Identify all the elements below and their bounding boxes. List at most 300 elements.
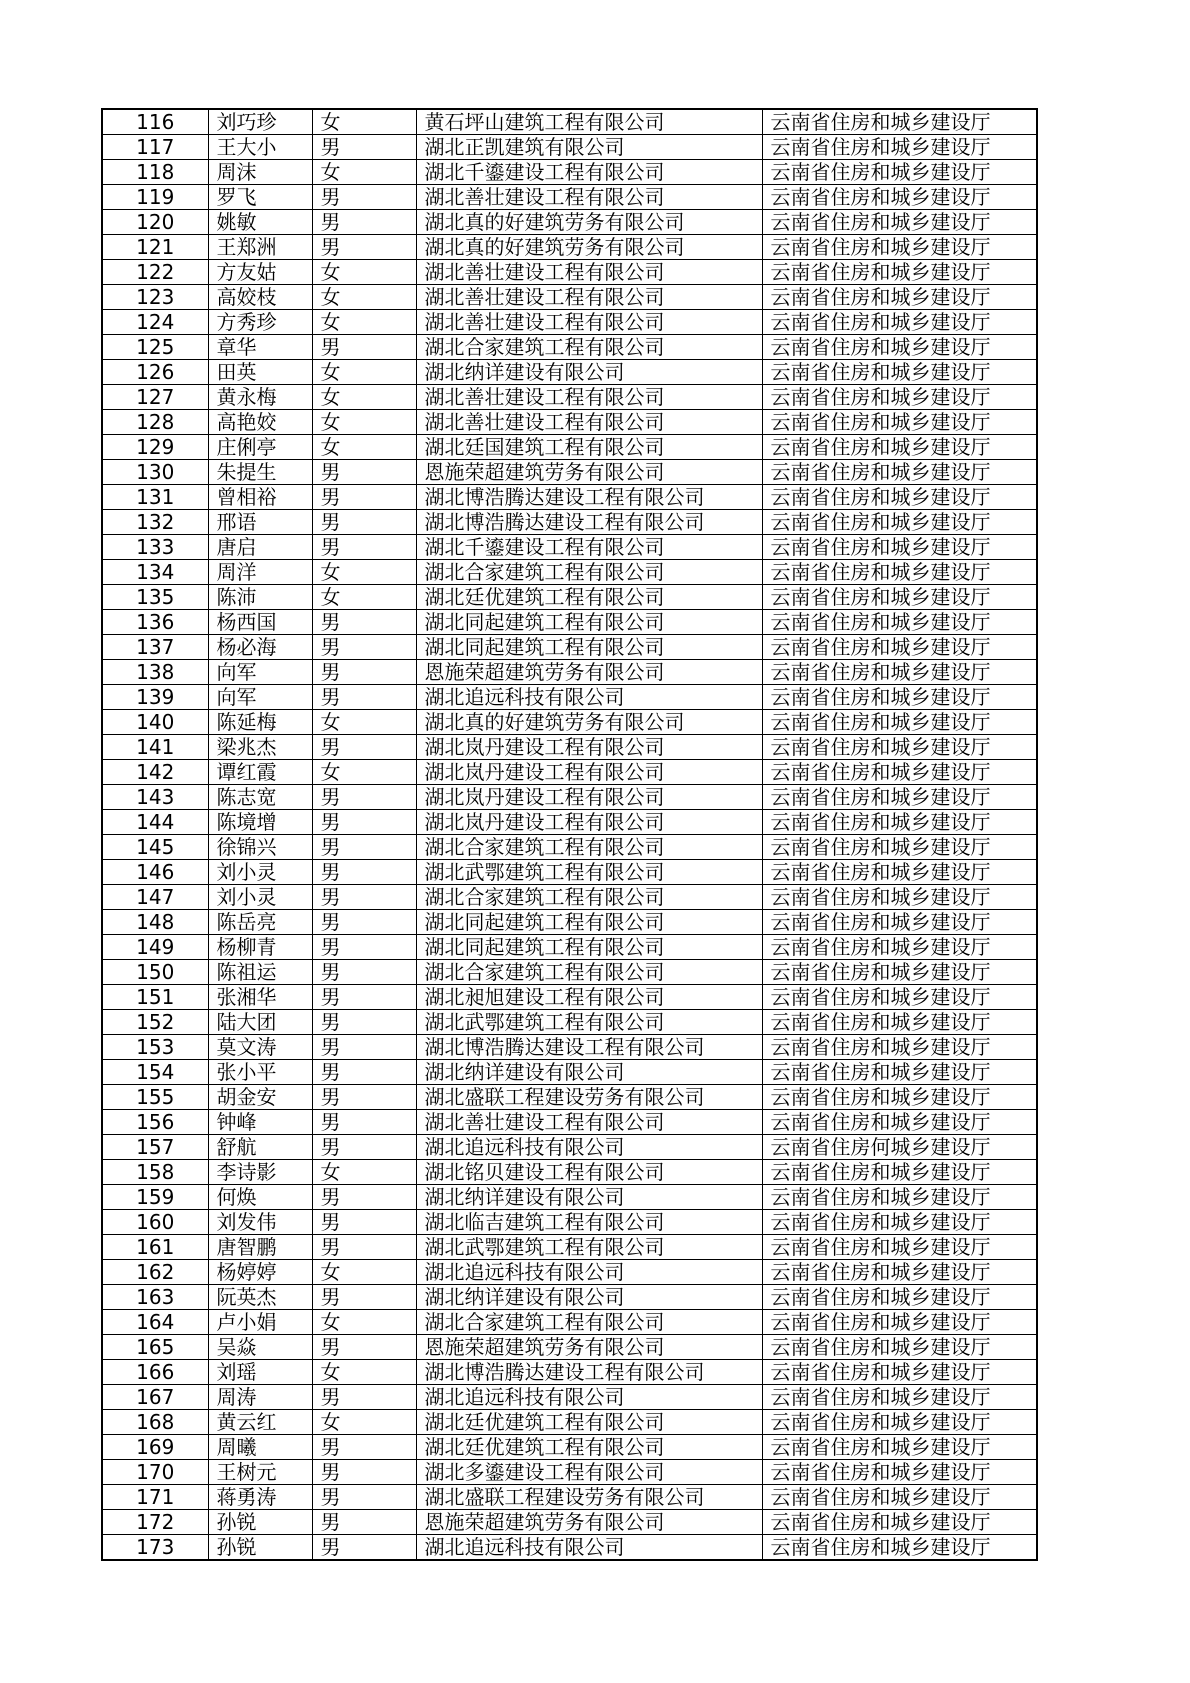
table-row	[102, 510, 1037, 535]
row-number-cell: 138	[102, 660, 208, 685]
company-name-cell: 湖北武鄂建筑工程有限公司	[416, 860, 762, 885]
issuing-authority-cell: 云南省住房和城乡建设厅	[762, 1160, 1037, 1185]
person-name-cell: 方友姑	[208, 260, 312, 285]
company-name-cell: 湖北追远科技有限公司	[416, 1385, 762, 1410]
table-row	[102, 635, 1037, 660]
row-number-cell: 171	[102, 1485, 208, 1510]
person-name-cell: 梁兆杰	[208, 735, 312, 760]
gender-cell: 男	[312, 1485, 416, 1510]
person-name-cell: 曾相裕	[208, 485, 312, 510]
issuing-authority-cell: 云南省住房和城乡建设厅	[762, 1360, 1037, 1385]
issuing-authority-cell: 云南省住房和城乡建设厅	[762, 185, 1037, 210]
table-row	[102, 109, 1037, 135]
company-name-cell: 湖北岚丹建设工程有限公司	[416, 785, 762, 810]
row-number-cell: 124	[102, 310, 208, 335]
person-name-cell: 谭红霞	[208, 760, 312, 785]
person-name-cell: 杨必海	[208, 635, 312, 660]
gender-cell: 男	[312, 985, 416, 1010]
issuing-authority-cell: 云南省住房和城乡建设厅	[762, 810, 1037, 835]
table-row	[102, 535, 1037, 560]
issuing-authority-cell: 云南省住房和城乡建设厅	[762, 760, 1037, 785]
issuing-authority-cell: 云南省住房和城乡建设厅	[762, 860, 1037, 885]
row-number-cell: 147	[102, 885, 208, 910]
issuing-authority-cell: 云南省住房和城乡建设厅	[762, 285, 1037, 310]
company-name-cell: 湖北真的好建筑劳务有限公司	[416, 210, 762, 235]
issuing-authority-cell: 云南省住房和城乡建设厅	[762, 1110, 1037, 1135]
table-row	[102, 1110, 1037, 1135]
table-row	[102, 860, 1037, 885]
table-row	[102, 335, 1037, 360]
issuing-authority-cell: 云南省住房和城乡建设厅	[762, 535, 1037, 560]
issuing-authority-cell: 云南省住房和城乡建设厅	[762, 885, 1037, 910]
row-number-cell: 129	[102, 435, 208, 460]
person-name-cell: 周涛	[208, 1385, 312, 1410]
table-row	[102, 1485, 1037, 1510]
row-number-cell: 137	[102, 635, 208, 660]
person-name-cell: 蒋勇涛	[208, 1485, 312, 1510]
company-name-cell: 湖北善壮建设工程有限公司	[416, 385, 762, 410]
company-name-cell: 湖北善壮建设工程有限公司	[416, 185, 762, 210]
table-row	[102, 1410, 1037, 1435]
company-name-cell: 湖北纳详建设有限公司	[416, 1285, 762, 1310]
table-row	[102, 410, 1037, 435]
company-name-cell: 湖北真的好建筑劳务有限公司	[416, 235, 762, 260]
gender-cell: 女	[312, 1160, 416, 1185]
gender-cell: 男	[312, 1060, 416, 1085]
issuing-authority-cell: 云南省住房和城乡建设厅	[762, 610, 1037, 635]
person-name-cell: 刘瑶	[208, 1360, 312, 1385]
person-name-cell: 田英	[208, 360, 312, 385]
company-name-cell: 恩施荣超建筑劳务有限公司	[416, 660, 762, 685]
row-number-cell: 142	[102, 760, 208, 785]
company-name-cell: 湖北博浩腾达建设工程有限公司	[416, 485, 762, 510]
gender-cell: 女	[312, 1310, 416, 1335]
table-row	[102, 1535, 1037, 1561]
person-name-cell: 朱提生	[208, 460, 312, 485]
gender-cell: 男	[312, 1135, 416, 1160]
row-number-cell: 166	[102, 1360, 208, 1385]
row-number-cell: 160	[102, 1210, 208, 1235]
issuing-authority-cell: 云南省住房和城乡建设厅	[762, 785, 1037, 810]
row-number-cell: 165	[102, 1335, 208, 1360]
company-name-cell: 湖北博浩腾达建设工程有限公司	[416, 1360, 762, 1385]
gender-cell: 男	[312, 510, 416, 535]
company-name-cell: 湖北善壮建设工程有限公司	[416, 310, 762, 335]
issuing-authority-cell: 云南省住房和城乡建设厅	[762, 1285, 1037, 1310]
gender-cell: 女	[312, 435, 416, 460]
person-name-cell: 刘小灵	[208, 885, 312, 910]
company-name-cell: 湖北追远科技有限公司	[416, 685, 762, 710]
person-name-cell: 陆大团	[208, 1010, 312, 1035]
person-name-cell: 陈延梅	[208, 710, 312, 735]
person-name-cell: 唐智鹏	[208, 1235, 312, 1260]
company-name-cell: 湖北真的好建筑劳务有限公司	[416, 710, 762, 735]
issuing-authority-cell: 云南省住房和城乡建设厅	[762, 1435, 1037, 1460]
company-name-cell: 湖北廷国建筑工程有限公司	[416, 435, 762, 460]
row-number-cell: 134	[102, 560, 208, 585]
issuing-authority-cell: 云南省住房和城乡建设厅	[762, 1235, 1037, 1260]
person-name-cell: 周洋	[208, 560, 312, 585]
company-name-cell: 恩施荣超建筑劳务有限公司	[416, 1335, 762, 1360]
person-name-cell: 孙锐	[208, 1510, 312, 1535]
table-row	[102, 585, 1037, 610]
company-name-cell: 湖北廷优建筑工程有限公司	[416, 1435, 762, 1460]
gender-cell: 男	[312, 135, 416, 160]
issuing-authority-cell: 云南省住房和城乡建设厅	[762, 1385, 1037, 1410]
company-name-cell: 湖北廷优建筑工程有限公司	[416, 1410, 762, 1435]
row-number-cell: 157	[102, 1135, 208, 1160]
person-name-cell: 何焕	[208, 1185, 312, 1210]
table-row	[102, 285, 1037, 310]
gender-cell: 男	[312, 960, 416, 985]
gender-cell: 男	[312, 660, 416, 685]
roster-table	[101, 108, 1038, 1561]
company-name-cell: 湖北合家建筑工程有限公司	[416, 1310, 762, 1335]
person-name-cell: 张湘华	[208, 985, 312, 1010]
gender-cell: 男	[312, 1435, 416, 1460]
company-name-cell: 湖北多鎏建设工程有限公司	[416, 1460, 762, 1485]
company-name-cell: 湖北善壮建设工程有限公司	[416, 1110, 762, 1135]
issuing-authority-cell: 云南省住房和城乡建设厅	[762, 1210, 1037, 1235]
company-name-cell: 湖北岚丹建设工程有限公司	[416, 760, 762, 785]
gender-cell: 男	[312, 910, 416, 935]
company-name-cell: 湖北善壮建设工程有限公司	[416, 260, 762, 285]
gender-cell: 男	[312, 1385, 416, 1410]
table-row	[102, 460, 1037, 485]
gender-cell: 男	[312, 1210, 416, 1235]
company-name-cell: 湖北合家建筑工程有限公司	[416, 335, 762, 360]
row-number-cell: 116	[102, 109, 208, 135]
table-row	[102, 360, 1037, 385]
gender-cell: 男	[312, 235, 416, 260]
issuing-authority-cell: 云南省住房和城乡建设厅	[762, 485, 1037, 510]
row-number-cell: 120	[102, 210, 208, 235]
issuing-authority-cell: 云南省住房和城乡建设厅	[762, 935, 1037, 960]
row-number-cell: 151	[102, 985, 208, 1010]
row-number-cell: 119	[102, 185, 208, 210]
row-number-cell: 163	[102, 1285, 208, 1310]
table-row	[102, 1035, 1037, 1060]
issuing-authority-cell: 云南省住房和城乡建设厅	[762, 660, 1037, 685]
company-name-cell: 湖北博浩腾达建设工程有限公司	[416, 510, 762, 535]
person-name-cell: 陈岳亮	[208, 910, 312, 935]
row-number-cell: 141	[102, 735, 208, 760]
table-row	[102, 1385, 1037, 1410]
row-number-cell: 149	[102, 935, 208, 960]
company-name-cell: 湖北追远科技有限公司	[416, 1535, 762, 1561]
table-row	[102, 1210, 1037, 1235]
row-number-cell: 155	[102, 1085, 208, 1110]
company-name-cell: 湖北同起建筑工程有限公司	[416, 610, 762, 635]
person-name-cell: 杨柳青	[208, 935, 312, 960]
table-row	[102, 1335, 1037, 1360]
company-name-cell: 湖北盛联工程建设劳务有限公司	[416, 1485, 762, 1510]
issuing-authority-cell: 云南省住房和城乡建设厅	[762, 360, 1037, 385]
gender-cell: 女	[312, 260, 416, 285]
issuing-authority-cell: 云南省住房和城乡建设厅	[762, 160, 1037, 185]
row-number-cell: 146	[102, 860, 208, 885]
issuing-authority-cell: 云南省住房和城乡建设厅	[762, 1410, 1037, 1435]
table-row	[102, 735, 1037, 760]
person-name-cell: 刘发伟	[208, 1210, 312, 1235]
gender-cell: 女	[312, 1360, 416, 1385]
gender-cell: 男	[312, 535, 416, 560]
row-number-cell: 168	[102, 1410, 208, 1435]
issuing-authority-cell: 云南省住房和城乡建设厅	[762, 985, 1037, 1010]
table-row	[102, 435, 1037, 460]
company-name-cell: 湖北纳详建设有限公司	[416, 1185, 762, 1210]
issuing-authority-cell: 云南省住房和城乡建设厅	[762, 835, 1037, 860]
gender-cell: 男	[312, 185, 416, 210]
table-row	[102, 1060, 1037, 1085]
row-number-cell: 164	[102, 1310, 208, 1335]
table-row	[102, 960, 1037, 985]
issuing-authority-cell: 云南省住房和城乡建设厅	[762, 1335, 1037, 1360]
row-number-cell: 153	[102, 1035, 208, 1060]
gender-cell: 女	[312, 109, 416, 135]
company-name-cell: 湖北武鄂建筑工程有限公司	[416, 1010, 762, 1035]
company-name-cell: 湖北千鎏建设工程有限公司	[416, 535, 762, 560]
table-row	[102, 560, 1037, 585]
row-number-cell: 144	[102, 810, 208, 835]
company-name-cell: 湖北铭贝建设工程有限公司	[416, 1160, 762, 1185]
table-row	[102, 660, 1037, 685]
company-name-cell: 湖北千鎏建设工程有限公司	[416, 160, 762, 185]
row-number-cell: 143	[102, 785, 208, 810]
gender-cell: 男	[312, 785, 416, 810]
company-name-cell: 湖北岚丹建设工程有限公司	[416, 810, 762, 835]
issuing-authority-cell: 云南省住房和城乡建设厅	[762, 235, 1037, 260]
company-name-cell: 湖北岚丹建设工程有限公司	[416, 735, 762, 760]
row-number-cell: 128	[102, 410, 208, 435]
company-name-cell: 湖北合家建筑工程有限公司	[416, 885, 762, 910]
issuing-authority-cell: 云南省住房和城乡建设厅	[762, 960, 1037, 985]
table-row	[102, 710, 1037, 735]
person-name-cell: 高姣枝	[208, 285, 312, 310]
row-number-cell: 173	[102, 1535, 208, 1561]
gender-cell: 女	[312, 760, 416, 785]
company-name-cell: 湖北纳详建设有限公司	[416, 1060, 762, 1085]
person-name-cell: 章华	[208, 335, 312, 360]
person-name-cell: 王大小	[208, 135, 312, 160]
table-row	[102, 1510, 1037, 1535]
table-row	[102, 1185, 1037, 1210]
table-row	[102, 610, 1037, 635]
table-row	[102, 785, 1037, 810]
person-name-cell: 向军	[208, 685, 312, 710]
issuing-authority-cell: 云南省住房和城乡建设厅	[762, 1510, 1037, 1535]
person-name-cell: 罗飞	[208, 185, 312, 210]
table-row	[102, 1135, 1037, 1160]
gender-cell: 女	[312, 360, 416, 385]
table-row	[102, 210, 1037, 235]
table-row	[102, 685, 1037, 710]
company-name-cell: 湖北盛联工程建设劳务有限公司	[416, 1085, 762, 1110]
row-number-cell: 117	[102, 135, 208, 160]
person-name-cell: 吴焱	[208, 1335, 312, 1360]
gender-cell: 女	[312, 560, 416, 585]
issuing-authority-cell: 云南省住房和城乡建设厅	[762, 710, 1037, 735]
company-name-cell: 湖北善壮建设工程有限公司	[416, 285, 762, 310]
company-name-cell: 黄石坪山建筑工程有限公司	[416, 109, 762, 135]
person-name-cell: 舒航	[208, 1135, 312, 1160]
company-name-cell: 湖北合家建筑工程有限公司	[416, 960, 762, 985]
gender-cell: 女	[312, 160, 416, 185]
row-number-cell: 140	[102, 710, 208, 735]
table-row	[102, 1310, 1037, 1335]
gender-cell: 女	[312, 710, 416, 735]
gender-cell: 男	[312, 810, 416, 835]
table-row	[102, 1360, 1037, 1385]
issuing-authority-cell: 云南省住房和城乡建设厅	[762, 1485, 1037, 1510]
issuing-authority-cell: 云南省住房和城乡建设厅	[762, 210, 1037, 235]
row-number-cell: 158	[102, 1160, 208, 1185]
issuing-authority-cell: 云南省住房和城乡建设厅	[762, 560, 1037, 585]
gender-cell: 男	[312, 1010, 416, 1035]
issuing-authority-cell: 云南省住房和城乡建设厅	[762, 1310, 1037, 1335]
person-name-cell: 庄俐亭	[208, 435, 312, 460]
table-row	[102, 885, 1037, 910]
row-number-cell: 154	[102, 1060, 208, 1085]
row-number-cell: 169	[102, 1435, 208, 1460]
row-number-cell: 131	[102, 485, 208, 510]
issuing-authority-cell: 云南省住房和城乡建设厅	[762, 510, 1037, 535]
table-row	[102, 760, 1037, 785]
person-name-cell: 向军	[208, 660, 312, 685]
table-row	[102, 1160, 1037, 1185]
gender-cell: 男	[312, 1085, 416, 1110]
issuing-authority-cell: 云南省住房和城乡建设厅	[762, 385, 1037, 410]
company-name-cell: 湖北昶旭建设工程有限公司	[416, 985, 762, 1010]
row-number-cell: 145	[102, 835, 208, 860]
table-row	[102, 160, 1037, 185]
issuing-authority-cell: 云南省住房和城乡建设厅	[762, 1010, 1037, 1035]
row-number-cell: 148	[102, 910, 208, 935]
table-row	[102, 1085, 1037, 1110]
person-name-cell: 徐锦兴	[208, 835, 312, 860]
gender-cell: 男	[312, 735, 416, 760]
person-name-cell: 李诗影	[208, 1160, 312, 1185]
person-name-cell: 杨婷婷	[208, 1260, 312, 1285]
table-row	[102, 1260, 1037, 1285]
row-number-cell: 159	[102, 1185, 208, 1210]
row-number-cell: 130	[102, 460, 208, 485]
issuing-authority-cell: 云南省住房和城乡建设厅	[762, 1460, 1037, 1485]
company-name-cell: 湖北纳详建设有限公司	[416, 360, 762, 385]
row-number-cell: 172	[102, 1510, 208, 1535]
company-name-cell: 湖北合家建筑工程有限公司	[416, 835, 762, 860]
company-name-cell: 湖北善壮建设工程有限公司	[416, 410, 762, 435]
roster-table-body	[102, 109, 1037, 1560]
person-name-cell: 唐启	[208, 535, 312, 560]
gender-cell: 男	[312, 335, 416, 360]
issuing-authority-cell: 云南省住房和城乡建设厅	[762, 735, 1037, 760]
person-name-cell: 刘巧珍	[208, 109, 312, 135]
row-number-cell: 121	[102, 235, 208, 260]
table-row	[102, 810, 1037, 835]
person-name-cell: 卢小娟	[208, 1310, 312, 1335]
row-number-cell: 170	[102, 1460, 208, 1485]
table-row	[102, 385, 1037, 410]
issuing-authority-cell: 云南省住房和城乡建设厅	[762, 410, 1037, 435]
gender-cell: 男	[312, 1335, 416, 1360]
company-name-cell: 湖北同起建筑工程有限公司	[416, 635, 762, 660]
gender-cell: 男	[312, 610, 416, 635]
company-name-cell: 湖北追远科技有限公司	[416, 1260, 762, 1285]
person-name-cell: 钟峰	[208, 1110, 312, 1135]
row-number-cell: 127	[102, 385, 208, 410]
table-row	[102, 985, 1037, 1010]
row-number-cell: 139	[102, 685, 208, 710]
gender-cell: 男	[312, 1510, 416, 1535]
issuing-authority-cell: 云南省住房和城乡建设厅	[762, 1085, 1037, 1110]
gender-cell: 男	[312, 935, 416, 960]
table-row	[102, 185, 1037, 210]
row-number-cell: 167	[102, 1385, 208, 1410]
issuing-authority-cell: 云南省住房和城乡建设厅	[762, 109, 1037, 135]
gender-cell: 男	[312, 1110, 416, 1135]
issuing-authority-cell: 云南省住房何城乡建设厅	[762, 1135, 1037, 1160]
person-name-cell: 姚敏	[208, 210, 312, 235]
person-name-cell: 王郑洲	[208, 235, 312, 260]
row-number-cell: 122	[102, 260, 208, 285]
person-name-cell: 陈祖运	[208, 960, 312, 985]
row-number-cell: 126	[102, 360, 208, 385]
company-name-cell: 湖北廷优建筑工程有限公司	[416, 585, 762, 610]
row-number-cell: 162	[102, 1260, 208, 1285]
row-number-cell: 152	[102, 1010, 208, 1035]
issuing-authority-cell: 云南省住房和城乡建设厅	[762, 260, 1037, 285]
gender-cell: 男	[312, 860, 416, 885]
issuing-authority-cell: 云南省住房和城乡建设厅	[762, 1060, 1037, 1085]
gender-cell: 男	[312, 210, 416, 235]
row-number-cell: 156	[102, 1110, 208, 1135]
issuing-authority-cell: 云南省住房和城乡建设厅	[762, 460, 1037, 485]
person-name-cell: 黄云红	[208, 1410, 312, 1435]
gender-cell: 男	[312, 1235, 416, 1260]
person-name-cell: 莫文涛	[208, 1035, 312, 1060]
row-number-cell: 161	[102, 1235, 208, 1260]
row-number-cell: 123	[102, 285, 208, 310]
person-name-cell: 方秀珍	[208, 310, 312, 335]
person-name-cell: 阮英杰	[208, 1285, 312, 1310]
gender-cell: 女	[312, 1410, 416, 1435]
gender-cell: 男	[312, 635, 416, 660]
table-row	[102, 235, 1037, 260]
table-row	[102, 135, 1037, 160]
person-name-cell: 陈沛	[208, 585, 312, 610]
person-name-cell: 高艳姣	[208, 410, 312, 435]
company-name-cell: 湖北正凯建筑有限公司	[416, 135, 762, 160]
person-name-cell: 张小平	[208, 1060, 312, 1085]
gender-cell: 男	[312, 1285, 416, 1310]
issuing-authority-cell: 云南省住房和城乡建设厅	[762, 585, 1037, 610]
person-name-cell: 王树元	[208, 1460, 312, 1485]
issuing-authority-cell: 云南省住房和城乡建设厅	[762, 1535, 1037, 1561]
gender-cell: 男	[312, 835, 416, 860]
gender-cell: 女	[312, 310, 416, 335]
table-row	[102, 1460, 1037, 1485]
table-row	[102, 1285, 1037, 1310]
gender-cell: 男	[312, 1460, 416, 1485]
issuing-authority-cell: 云南省住房和城乡建设厅	[762, 1035, 1037, 1060]
row-number-cell: 132	[102, 510, 208, 535]
gender-cell: 男	[312, 460, 416, 485]
person-name-cell: 刘小灵	[208, 860, 312, 885]
person-name-cell: 黄永梅	[208, 385, 312, 410]
company-name-cell: 湖北武鄂建筑工程有限公司	[416, 1235, 762, 1260]
issuing-authority-cell: 云南省住房和城乡建设厅	[762, 335, 1037, 360]
